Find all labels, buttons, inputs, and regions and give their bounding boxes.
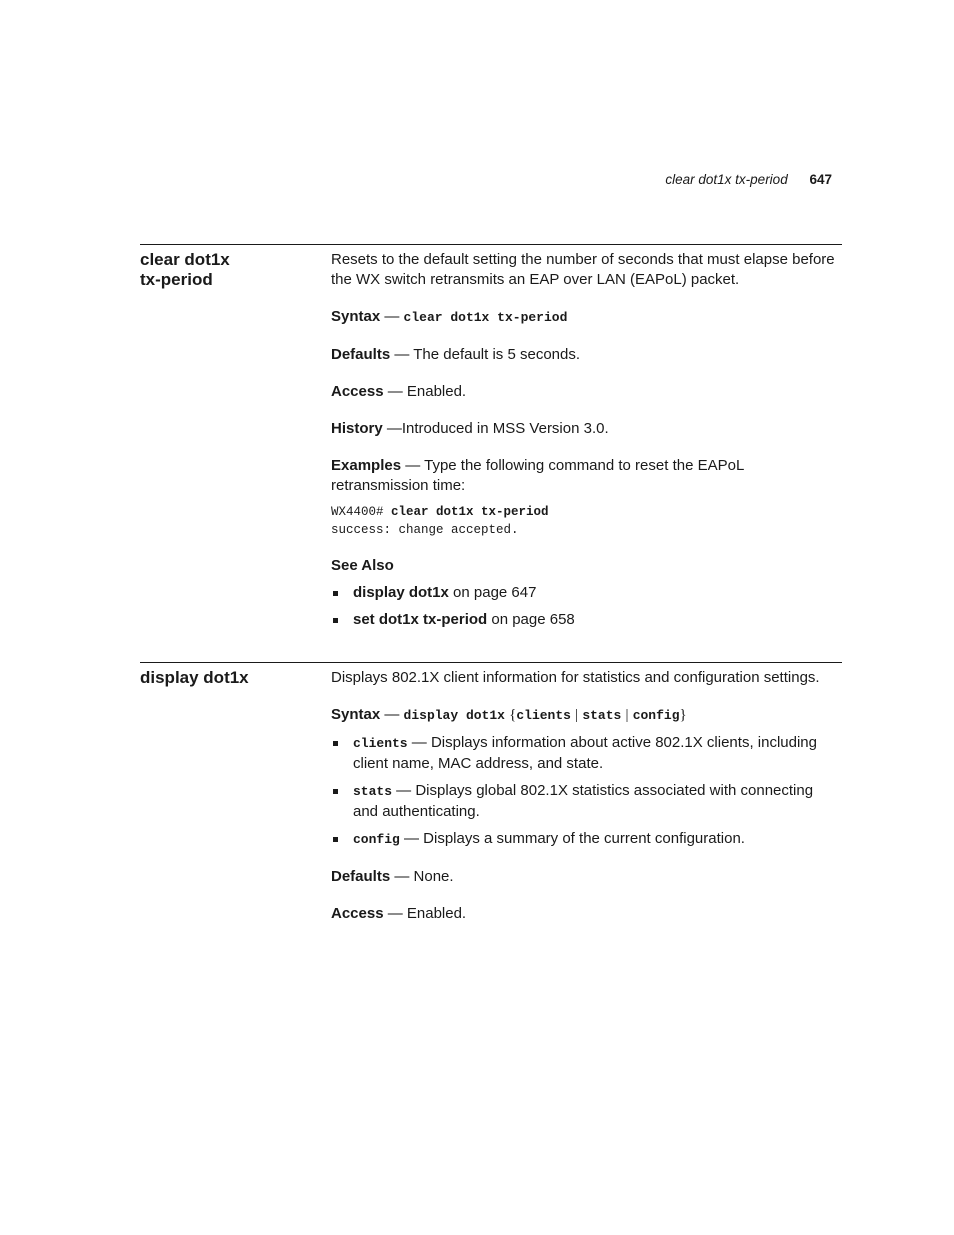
pipe: | xyxy=(575,707,579,723)
syntax-option-config: config xyxy=(632,708,680,723)
defaults-label: Defaults xyxy=(331,868,391,885)
page-number: 647 xyxy=(809,172,832,187)
bullet-icon xyxy=(333,837,338,842)
defaults xyxy=(331,867,841,887)
section-title-display-dot1x: display dot1x xyxy=(140,668,249,687)
access-text: — Enabled. xyxy=(383,383,467,400)
parameter-list xyxy=(331,733,841,850)
parameter-desc: — Displays a summary of the current configuration. xyxy=(399,830,745,847)
section-body-display-dot1x xyxy=(331,668,841,941)
see-also-item xyxy=(331,583,841,603)
bullet-icon xyxy=(333,789,338,794)
see-also-ref: on page 647 xyxy=(448,584,537,601)
description: Resets to the default setting the number of seconds that must elapse before the WX switch retransmits an EAP over LAN (EAPoL) packet. xyxy=(331,251,835,288)
history-label: History xyxy=(331,420,383,437)
example-prompt: WX4400# xyxy=(331,505,392,519)
pipe: | xyxy=(625,707,629,723)
bullet-icon xyxy=(333,591,338,596)
dash: — xyxy=(380,308,404,325)
parameter-name: clients xyxy=(353,736,408,751)
example-command: clear dot1x tx-period xyxy=(391,505,549,519)
parameter-item xyxy=(331,781,841,822)
defaults xyxy=(331,345,841,365)
section-title-clear-dot1x-tx-period xyxy=(140,250,315,290)
brace-close: } xyxy=(679,707,687,723)
example-code xyxy=(331,503,841,539)
see-also-list xyxy=(331,583,841,630)
parameter-name: config xyxy=(353,832,400,847)
syntax-command: clear dot1x tx-period xyxy=(403,310,568,325)
section-body-clear-dot1x-tx-period xyxy=(331,250,841,647)
bullet-icon xyxy=(333,741,338,746)
syntax-command: display dot1x xyxy=(403,708,505,723)
description: Displays 802.1X client information for statistics and configuration settings. xyxy=(331,669,820,686)
see-also-ref: on page 658 xyxy=(487,611,575,628)
examples xyxy=(331,456,841,496)
parameter-desc: — Displays global 802.1X statistics associated with connecting and authenticating. xyxy=(353,782,814,820)
parameter-name: stats xyxy=(353,784,393,799)
dash: — xyxy=(380,706,404,723)
syntax xyxy=(331,705,841,726)
see-also-item xyxy=(331,610,841,630)
syntax-option-stats: stats xyxy=(582,708,622,723)
section-divider xyxy=(140,244,842,245)
running-header-title: clear dot1x tx-period xyxy=(665,172,788,187)
access-label: Access xyxy=(331,383,384,400)
access xyxy=(331,904,841,924)
running-header xyxy=(665,172,832,187)
see-also-link[interactable]: set dot1x tx-period xyxy=(353,611,488,628)
defaults-text: — The default is 5 seconds. xyxy=(390,346,581,363)
access xyxy=(331,382,841,402)
syntax-option-clients: clients xyxy=(516,708,571,723)
parameter-item xyxy=(331,829,841,850)
access-label: Access xyxy=(331,905,384,922)
brace-open: { xyxy=(509,707,517,723)
syntax-label: Syntax xyxy=(331,308,381,325)
access-text: — Enabled. xyxy=(383,905,467,922)
section-divider xyxy=(140,662,842,663)
see-also-link[interactable]: display dot1x xyxy=(353,584,449,601)
examples-text: — Type the following command to reset the EAPoL retransmission time: xyxy=(331,457,744,494)
history-text: —Introduced in MSS Version 3.0. xyxy=(382,420,609,437)
history xyxy=(331,419,841,439)
defaults-text: — None. xyxy=(390,868,454,885)
bullet-icon xyxy=(333,618,338,623)
section-title-line: tx-period xyxy=(140,270,213,289)
example-output: success: change accepted. xyxy=(331,523,519,537)
parameter-desc: — Displays information about active 802.1X clients, including client name, MAC address, and state. xyxy=(353,734,817,772)
syntax xyxy=(331,307,841,328)
parameter-item xyxy=(331,733,841,774)
see-also-heading: See Also xyxy=(331,557,394,574)
defaults-label: Defaults xyxy=(331,346,391,363)
syntax-label: Syntax xyxy=(331,706,381,723)
examples-label: Examples xyxy=(331,457,402,474)
section-title-line: clear dot1x xyxy=(140,250,230,269)
